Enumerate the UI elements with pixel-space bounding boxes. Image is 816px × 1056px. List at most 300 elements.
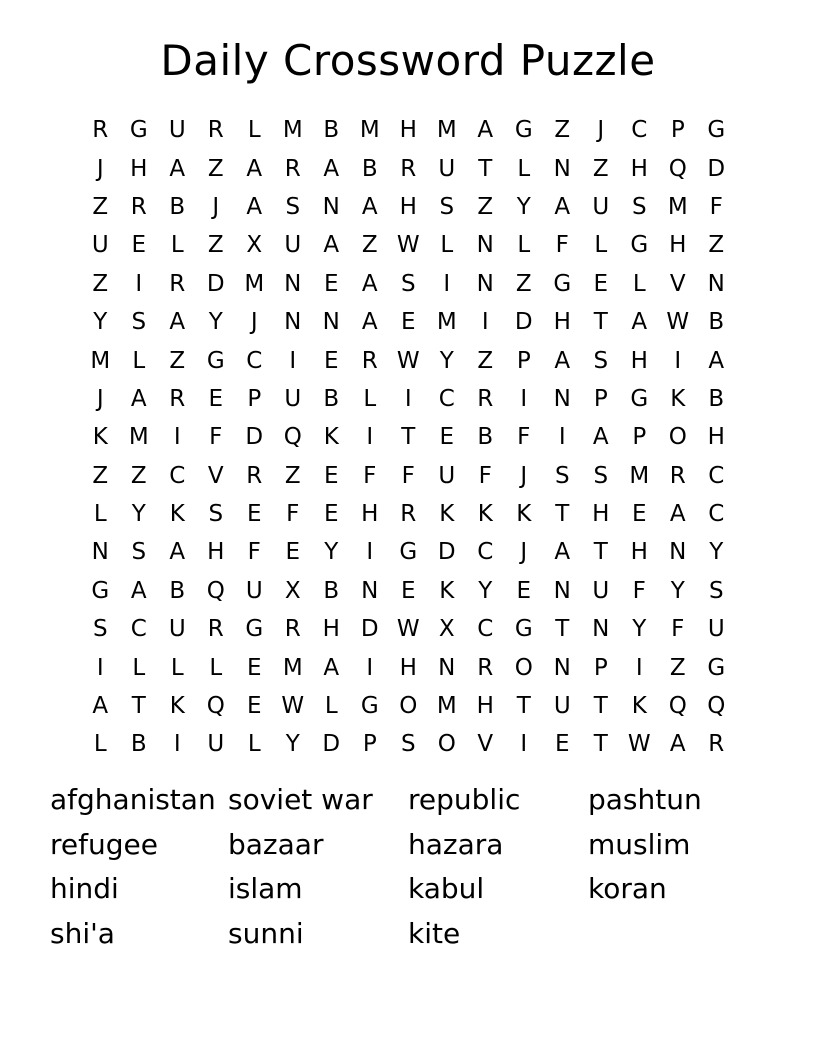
grid-letter: L (632, 270, 646, 297)
grid-letter: E (131, 232, 147, 259)
grid-letter: N (91, 539, 109, 566)
grid-letter: L (93, 501, 107, 528)
grid-letter: C (169, 462, 186, 489)
grid-letter: I (135, 270, 143, 297)
grid-letter: F (555, 232, 569, 259)
grid-letter: S (439, 193, 455, 220)
grid-letter: U (707, 616, 725, 643)
grid-letter: V (477, 731, 494, 758)
grid-letter: E (323, 270, 339, 297)
grid-letter: G (514, 616, 533, 643)
grid-row (81, 226, 736, 264)
grid-letter: L (517, 232, 531, 259)
grid-letter: J (520, 539, 528, 566)
grid-letter: S (708, 577, 724, 604)
grid-letter: S (593, 347, 609, 374)
grid-letter: K (439, 577, 455, 604)
grid-letter: S (400, 270, 416, 297)
grid-letter: Y (709, 539, 724, 566)
grid-letter: C (708, 462, 725, 489)
grid-letter: D (707, 155, 726, 182)
grid-letter: U (168, 117, 186, 144)
grid-letter: C (708, 501, 725, 528)
word-list-item: bazaar (228, 827, 324, 861)
grid-letter: H (707, 424, 725, 451)
grid-letter: N (322, 309, 340, 336)
grid-letter: E (439, 424, 455, 451)
grid-letter: H (322, 616, 340, 643)
grid-letter: I (520, 385, 528, 412)
grid-letter: A (323, 654, 340, 681)
grid-letter: D (514, 309, 533, 336)
grid-letter: B (361, 155, 378, 182)
grid-letter: O (399, 693, 418, 720)
grid-letter: P (247, 385, 262, 412)
grid-letter: F (363, 462, 377, 489)
grid-letter: I (366, 539, 374, 566)
grid-letter: G (553, 270, 572, 297)
grid-letter: F (671, 616, 685, 643)
word-list-item: afghanistan (50, 783, 216, 816)
grid-letter: A (631, 309, 648, 336)
grid-letter: X (284, 577, 301, 604)
grid-letter: H (207, 539, 225, 566)
word-list (50, 778, 758, 956)
grid-letter: U (207, 731, 225, 758)
grid-letter: W (666, 309, 690, 336)
grid-letter: N (592, 616, 610, 643)
grid-letter: B (130, 731, 147, 758)
grid-letter: R (400, 501, 417, 528)
grid-row (81, 341, 736, 379)
grid-letter: Z (708, 232, 725, 259)
grid-letter: R (284, 155, 301, 182)
grid-letter: F (247, 539, 261, 566)
grid-letter: U (592, 193, 610, 220)
grid-letter: R (708, 731, 725, 758)
grid-letter: L (247, 731, 261, 758)
grid-letter: H (399, 654, 417, 681)
grid-letter: R (169, 385, 186, 412)
grid-letter: S (554, 462, 570, 489)
grid-letter: D (360, 616, 379, 643)
grid-letter: W (396, 347, 420, 374)
word-list-item: pashtun (588, 783, 702, 816)
grid-letter: V (669, 270, 686, 297)
grid-letter: K (169, 501, 185, 528)
grid-letter: I (443, 270, 451, 297)
grid-letter: C (130, 616, 147, 643)
grid-letter: Z (477, 193, 494, 220)
grid-letter: S (593, 462, 609, 489)
grid-letter: C (477, 539, 494, 566)
grid-letter: C (631, 117, 648, 144)
grid-letter: G (707, 654, 726, 681)
grid-letter: Z (592, 155, 609, 182)
grid-row (81, 303, 736, 341)
grid-letter: F (286, 501, 300, 528)
grid-letter: K (631, 693, 647, 720)
grid-letter: K (477, 501, 493, 528)
grid-letter: I (366, 654, 374, 681)
grid-letter: L (363, 385, 377, 412)
grid-letter: Z (92, 462, 109, 489)
grid-letter: N (476, 232, 494, 259)
word-list-item: republic (408, 783, 521, 816)
grid-letter: J (597, 117, 605, 144)
grid-letter: O (514, 654, 533, 681)
grid-letter: H (592, 501, 610, 528)
grid-letter: K (169, 693, 185, 720)
grid-letter: I (674, 347, 682, 374)
grid-letter: G (630, 232, 649, 259)
grid-letter: R (669, 462, 686, 489)
grid-letter: F (478, 462, 492, 489)
grid-letter: R (361, 347, 378, 374)
grid-letter: S (208, 501, 224, 528)
grid-letter: R (477, 385, 494, 412)
grid-letter: I (520, 731, 528, 758)
grid-letter: B (169, 577, 186, 604)
grid-letter: G (129, 117, 148, 144)
grid-letter: H (669, 232, 687, 259)
grid-letter: B (323, 117, 340, 144)
grid-letter: Z (130, 462, 147, 489)
grid-letter: X (438, 616, 455, 643)
grid-letter: E (208, 385, 224, 412)
word-list-item: soviet war (228, 783, 373, 816)
grid-letter: P (593, 654, 608, 681)
grid-letter: T (593, 309, 608, 336)
page-title: Daily Crossword Puzzle (160, 36, 656, 85)
grid-letter: R (284, 616, 301, 643)
grid-letter: Y (478, 577, 493, 604)
grid-letter: G (245, 616, 264, 643)
grid-letter: N (361, 577, 379, 604)
grid-letter: A (92, 693, 109, 720)
grid-letter: Y (632, 616, 647, 643)
grid-letter: A (361, 193, 378, 220)
grid-letter: T (516, 693, 531, 720)
grid-letter: L (132, 347, 146, 374)
grid-letter: N (553, 385, 571, 412)
word-list-item: hazara (408, 827, 504, 861)
grid-letter: R (246, 462, 263, 489)
grid-letter: M (436, 309, 457, 336)
grid-letter: M (282, 117, 303, 144)
grid-letter: A (669, 501, 686, 528)
grid-letter: Q (283, 424, 302, 451)
grid-letter: Z (207, 155, 224, 182)
grid-letter: U (438, 155, 456, 182)
grid-letter: L (170, 654, 184, 681)
grid-letter: B (323, 577, 340, 604)
grid-letter: A (130, 385, 147, 412)
grid-letter: Q (206, 577, 225, 604)
grid-letter: A (323, 232, 340, 259)
grid-row (81, 457, 736, 495)
grid-letter: M (90, 347, 111, 374)
grid-letter: E (400, 309, 416, 336)
grid-letter: T (555, 616, 570, 643)
grid-letter: H (630, 539, 648, 566)
grid-row (81, 687, 736, 725)
grid-letter: P (670, 117, 685, 144)
grid-letter: T (593, 731, 608, 758)
grid-letter: K (323, 424, 339, 451)
grid-letter: I (635, 654, 643, 681)
grid-letter: E (593, 270, 609, 297)
grid-letter: R (130, 193, 147, 220)
grid-letter: J (250, 309, 258, 336)
grid-letter: U (592, 577, 610, 604)
grid-letter: M (436, 693, 457, 720)
grid-letter: T (478, 155, 493, 182)
grid-letter: J (96, 155, 104, 182)
grid-letter: E (323, 501, 339, 528)
grid-letter: P (516, 347, 531, 374)
grid-row (81, 149, 736, 187)
grid-letter: N (438, 654, 456, 681)
grid-letter: W (281, 693, 305, 720)
grid-letter: B (477, 424, 494, 451)
grid-letter: M (359, 117, 380, 144)
grid-letter: L (209, 654, 223, 681)
grid-letter: B (323, 385, 340, 412)
grid-row (81, 418, 736, 456)
grid-letter: S (92, 616, 108, 643)
grid-row (81, 265, 736, 303)
grid-letter: J (212, 193, 220, 220)
grid-letter: A (246, 155, 263, 182)
grid-letter: E (246, 654, 262, 681)
grid-letter: W (627, 731, 651, 758)
grid-letter: Y (285, 731, 300, 758)
grid-letter: Y (93, 309, 108, 336)
grid-letter: A (169, 539, 186, 566)
word-list-item: refugee (50, 827, 158, 861)
word-list-item: shi'a (50, 916, 115, 950)
grid-letter: H (553, 309, 571, 336)
grid-letter: N (476, 270, 494, 297)
grid-letter: O (668, 424, 687, 451)
grid-letter: M (667, 193, 688, 220)
grid-letter: K (439, 501, 455, 528)
word-list-item: kite (408, 916, 461, 950)
grid-letter: M (629, 462, 650, 489)
grid-letter: P (632, 424, 647, 451)
grid-letter: R (169, 270, 186, 297)
grid-letter: M (244, 270, 265, 297)
grid-letter: T (131, 693, 146, 720)
grid-letter: H (630, 155, 648, 182)
grid-letter: Y (516, 193, 531, 220)
grid-letter: D (437, 539, 456, 566)
grid-letter: T (593, 539, 608, 566)
grid-letter: R (400, 155, 417, 182)
grid-letter: L (324, 693, 338, 720)
grid-letter: E (323, 462, 339, 489)
grid-letter: A (130, 577, 147, 604)
grid-letter: S (400, 731, 416, 758)
grid-letter: R (477, 654, 494, 681)
grid-letter: G (630, 385, 649, 412)
grid-letter: M (436, 117, 457, 144)
grid-row (81, 533, 736, 571)
grid-letter: I (404, 385, 412, 412)
grid-row (81, 188, 736, 226)
word-list-item: kabul (408, 872, 485, 905)
grid-letter: K (670, 385, 686, 412)
grid-letter: Z (515, 270, 532, 297)
word-list-item: islam (228, 872, 303, 905)
grid-letter: I (558, 424, 566, 451)
grid-letter: E (323, 347, 339, 374)
grid-letter: H (130, 155, 148, 182)
grid-letter: I (173, 424, 181, 451)
grid-letter: H (630, 347, 648, 374)
grid-letter: I (366, 424, 374, 451)
grid-letter: F (632, 577, 646, 604)
grid-letter: S (131, 539, 147, 566)
grid-letter: P (362, 731, 377, 758)
grid-letter: K (516, 501, 532, 528)
grid-letter: J (520, 462, 528, 489)
grid-letter: Y (208, 309, 223, 336)
grid-letter: Q (206, 693, 225, 720)
grid-letter: E (516, 577, 532, 604)
grid-letter: T (401, 424, 416, 451)
grid-letter: L (517, 155, 531, 182)
grid-letter: Z (554, 117, 571, 144)
grid-letter: U (284, 232, 302, 259)
grid-letter: G (514, 117, 533, 144)
grid-letter: L (440, 232, 454, 259)
grid-letter: E (631, 501, 647, 528)
grid-letter: N (553, 654, 571, 681)
grid-letter: I (481, 309, 489, 336)
grid-letter: D (206, 270, 225, 297)
grid-letter: U (245, 577, 263, 604)
grid-letter: S (631, 193, 647, 220)
grid-row (81, 111, 736, 149)
grid-letter: A (477, 117, 494, 144)
grid-letter: R (92, 117, 109, 144)
grid-letter: Z (361, 232, 378, 259)
grid-letter: N (322, 193, 340, 220)
grid-letter: I (96, 654, 104, 681)
grid-letter: N (553, 577, 571, 604)
grid-letter: W (396, 616, 420, 643)
grid-letter: Z (169, 347, 186, 374)
grid-letter: O (437, 731, 456, 758)
grid-letter: F (709, 193, 723, 220)
grid-letter: E (400, 577, 416, 604)
grid-letter: H (399, 193, 417, 220)
grid-letter: Z (92, 193, 109, 220)
grid-letter: A (361, 270, 378, 297)
grid-letter: W (396, 232, 420, 259)
grid-letter: N (553, 155, 571, 182)
grid-letter: A (554, 347, 571, 374)
grid-letter: D (322, 731, 341, 758)
grid-letter: Y (324, 539, 339, 566)
word-list-item: hindi (50, 872, 119, 905)
grid-letter: H (476, 693, 494, 720)
grid-letter: A (169, 309, 186, 336)
grid-letter: L (93, 731, 107, 758)
grid-letter: R (207, 117, 224, 144)
grid-letter: A (554, 539, 571, 566)
grid-letter: K (92, 424, 108, 451)
grid-letter: P (593, 385, 608, 412)
grid-letter: A (323, 155, 340, 182)
grid-letter: L (247, 117, 261, 144)
grid-letter: Y (131, 501, 146, 528)
grid-letter: H (399, 117, 417, 144)
grid-letter: Z (669, 654, 686, 681)
grid-letter: Z (284, 462, 301, 489)
grid-letter: A (554, 193, 571, 220)
grid-letter: G (707, 117, 726, 144)
grid-letter: Z (477, 347, 494, 374)
grid-letter: S (131, 309, 147, 336)
grid-letter: E (285, 539, 301, 566)
grid-letter: M (128, 424, 149, 451)
grid-letter: I (289, 347, 297, 374)
grid-letter: A (669, 731, 686, 758)
grid-letter: S (285, 193, 301, 220)
grid-letter: F (517, 424, 531, 451)
grid-letter: N (284, 309, 302, 336)
word-list-item: sunni (228, 916, 304, 950)
grid-letter: C (438, 385, 455, 412)
letter-grid (81, 111, 736, 764)
grid-letter: U (168, 616, 186, 643)
word-list-item: muslim (588, 827, 691, 861)
grid-letter: Q (668, 693, 687, 720)
word-list-item: koran (588, 872, 667, 905)
grid-letter: E (246, 501, 262, 528)
grid-letter: I (173, 731, 181, 758)
grid-letter: H (361, 501, 379, 528)
grid-letter: G (91, 577, 110, 604)
grid-letter: U (553, 693, 571, 720)
grid-letter: Q (668, 155, 687, 182)
grid-letter: A (708, 347, 725, 374)
grid-letter: B (708, 385, 725, 412)
grid-letter: Z (207, 232, 224, 259)
grid-letter: F (209, 424, 223, 451)
grid-letter: U (284, 385, 302, 412)
grid-letter: F (401, 462, 415, 489)
grid-letter: A (592, 424, 609, 451)
grid-letter: A (361, 309, 378, 336)
grid-letter: J (96, 385, 104, 412)
grid-letter: U (438, 462, 456, 489)
grid-letter: L (594, 232, 608, 259)
grid-letter: R (207, 616, 224, 643)
grid-letter: V (207, 462, 224, 489)
grid-row (81, 572, 736, 610)
grid-letter: T (555, 501, 570, 528)
grid-letter: U (91, 232, 109, 259)
grid-letter: E (554, 731, 570, 758)
grid-letter: N (669, 539, 687, 566)
grid-letter: L (132, 654, 146, 681)
grid-letter: A (246, 193, 263, 220)
grid-letter: X (246, 232, 263, 259)
